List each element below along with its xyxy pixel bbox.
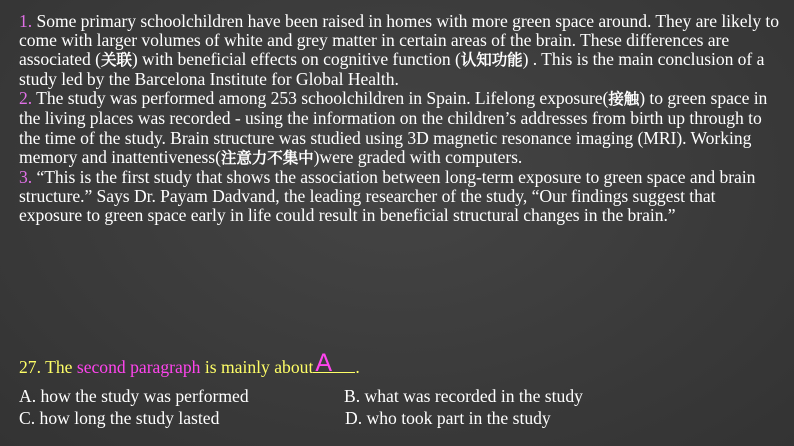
option-a[interactable]: A. how the study was performed bbox=[19, 386, 249, 406]
option-b[interactable]: B. what was recorded in the study bbox=[344, 386, 583, 406]
answer-blank bbox=[313, 349, 355, 377]
chinese-gloss: 接触 bbox=[608, 90, 640, 109]
question-highlight: second paragraph bbox=[76, 357, 201, 377]
paragraph-text: ) . This is the main conclusion of a study led by the Barcelona Institute for Global Health. bbox=[19, 49, 765, 90]
paragraph-3 bbox=[19, 168, 781, 225]
paragraph-text: ) with beneficial effects on cognitive function ( bbox=[131, 49, 461, 70]
option-d[interactable]: D. who took part in the study bbox=[345, 408, 551, 428]
paragraph-text: )were graded with computers. bbox=[313, 146, 523, 167]
question-end: . bbox=[355, 357, 360, 377]
reading-passage bbox=[19, 12, 781, 225]
paragraph-number: 2. bbox=[19, 88, 33, 109]
paragraph-2 bbox=[19, 89, 781, 167]
paragraph-text: “This is the first study that shows the association between long-term exposure to green space and brain structure.” Says Dr. Payam Dadvand, the leading researcher of the study, “Our findings suggest that exposure to green space early in life could result in beneficial structural changes in the brain.” bbox=[19, 166, 756, 225]
chinese-gloss: 关联 bbox=[100, 51, 132, 70]
question-number: 27. The bbox=[19, 357, 73, 377]
question-text: is mainly about bbox=[204, 357, 314, 377]
paragraph-1 bbox=[19, 12, 781, 89]
paragraph-text: ) to green space in the living places was recorded - using the information on the children’s addresses from birth up through to the time of the study. Brain structure was studied using 3D magnetic resonance imaging (MRI). Working memory and inattentiveness( bbox=[19, 88, 768, 167]
paragraph-number: 1. bbox=[19, 11, 33, 31]
paragraph-text: Some primary schoolchildren have been raised in homes with more green space around. They are likely to come with larger volumes of white and grey matter in certain areas of the brain. These differences are associated ( bbox=[19, 11, 780, 70]
option-c[interactable]: C. how long the study lasted bbox=[19, 408, 220, 428]
question-27 bbox=[19, 349, 779, 378]
chinese-gloss: 注意力不集中 bbox=[220, 148, 314, 167]
paragraph-number: 3. bbox=[19, 166, 33, 187]
chinese-gloss: 认知功能 bbox=[460, 51, 523, 70]
answer-letter: A bbox=[315, 349, 333, 377]
paragraph-text: The study was performed among 253 schoolchildren in Spain. Lifelong exposure( bbox=[32, 88, 609, 109]
